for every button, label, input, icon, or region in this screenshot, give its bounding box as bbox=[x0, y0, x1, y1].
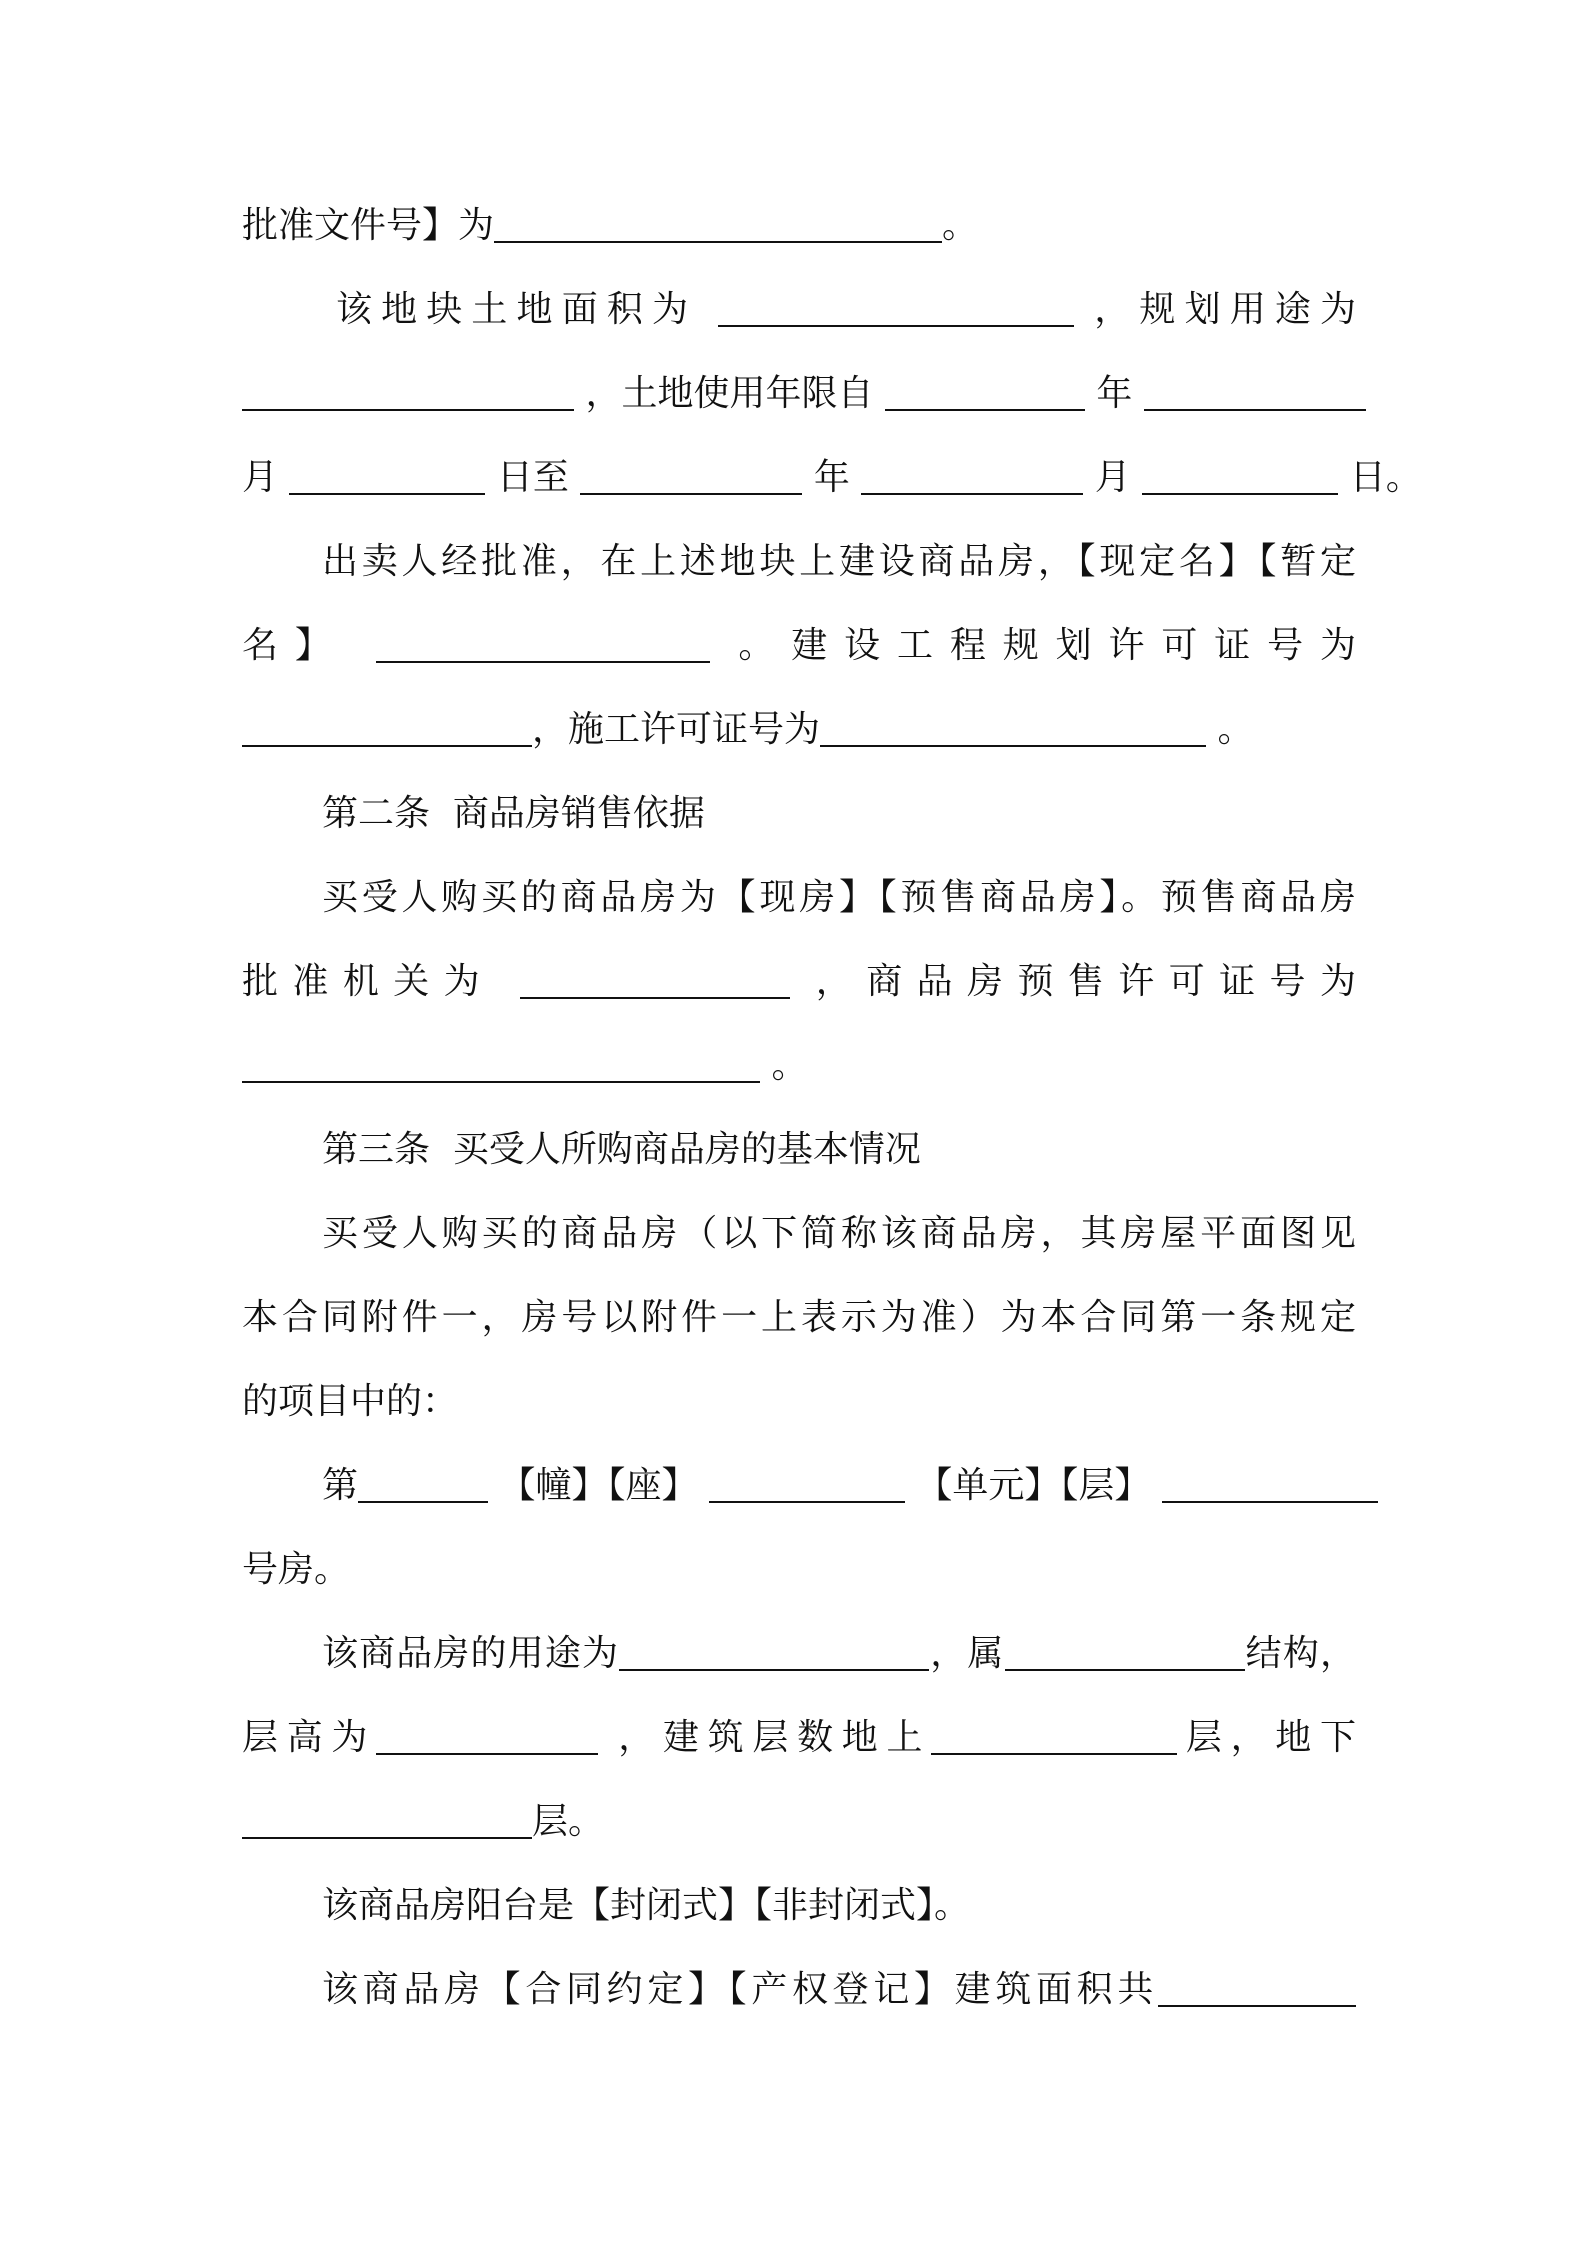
text-segment: 年 bbox=[813, 457, 850, 498]
text-segment: 层高为 bbox=[242, 1717, 377, 1758]
line-approval-doc-number bbox=[242, 196, 1356, 256]
text-segment: 号房。 bbox=[242, 1549, 351, 1590]
text-segment: ，建筑层数地上 bbox=[618, 1717, 932, 1758]
text-segment: 名】 bbox=[242, 625, 348, 666]
text-segment: 结构， bbox=[1244, 1633, 1356, 1674]
fill-blank-end-day[interactable] bbox=[1142, 451, 1338, 495]
text-segment: 日至 bbox=[496, 457, 569, 498]
text-segment: 第 bbox=[322, 1465, 359, 1506]
text-segment: 该商品房的用途为 bbox=[322, 1633, 620, 1674]
text-segment: 【幢】【座】 bbox=[499, 1465, 698, 1506]
text-segment: 月 bbox=[1094, 457, 1131, 498]
fill-blank-construction-permit[interactable] bbox=[820, 703, 1206, 747]
text-segment: ，属 bbox=[929, 1633, 1005, 1674]
text-segment: 日。 bbox=[1349, 457, 1422, 498]
fill-blank-land-area[interactable] bbox=[718, 283, 1074, 327]
text-segment: 批准机关为 bbox=[242, 961, 495, 1002]
text-segment: 的项目中的： bbox=[242, 1381, 459, 1422]
line-unit-location bbox=[322, 1456, 1356, 1516]
fill-blank-start-month[interactable] bbox=[1144, 367, 1366, 411]
text-segment: 买受人购买的商品房（以下简称该商品房，其房屋平面图见 bbox=[322, 1213, 1356, 1254]
line-land-use-dates bbox=[242, 448, 1422, 508]
line-property-description-2 bbox=[242, 1288, 1356, 1348]
text-segment: 本合同附件一，房号以附件一上表示为准）为本合同第一条规定 bbox=[242, 1297, 1356, 1338]
line-land-area bbox=[336, 280, 1356, 340]
fill-blank-presale-permit[interactable] bbox=[242, 1039, 760, 1083]
fill-blank-project-name[interactable] bbox=[376, 619, 710, 663]
text-segment: 层，地下 bbox=[1177, 1717, 1356, 1758]
article-2-heading bbox=[322, 784, 1356, 844]
text-segment: ，施工许可证号为 bbox=[532, 709, 821, 750]
line-project-name bbox=[242, 616, 1356, 676]
text-segment: 第二条 商品房销售依据 bbox=[322, 793, 705, 834]
fill-blank-planning-permit[interactable] bbox=[242, 703, 532, 747]
fill-blank-building[interactable] bbox=[358, 1459, 488, 1503]
fill-blank-start-day[interactable] bbox=[289, 451, 485, 495]
text-segment: 。 bbox=[760, 1045, 808, 1086]
text-segment: 【单元】【层】 bbox=[916, 1465, 1151, 1506]
fill-blank-end-year[interactable] bbox=[580, 451, 802, 495]
fill-blank-floor-height[interactable] bbox=[376, 1711, 598, 1755]
text-segment: ，商品房预售许可证号为 bbox=[815, 961, 1356, 1002]
line-permit-numbers bbox=[242, 700, 1356, 760]
text-segment: 出卖人经批准，在上述地块上建设商品房，【现定名】【暂定 bbox=[322, 541, 1356, 582]
line-property-description-1 bbox=[322, 1204, 1356, 1264]
line-land-use-term bbox=[242, 364, 1356, 424]
text-segment: 月 bbox=[242, 457, 279, 498]
fill-blank-planned-use[interactable] bbox=[242, 367, 574, 411]
line-presale-authority bbox=[242, 952, 1356, 1012]
line-floors-below bbox=[242, 1792, 1356, 1852]
line-seller-approval bbox=[322, 532, 1356, 592]
fill-blank-floor[interactable] bbox=[1162, 1459, 1378, 1503]
text-segment: 。 bbox=[942, 205, 979, 246]
line-height-floors bbox=[242, 1708, 1356, 1768]
fill-blank-end-month[interactable] bbox=[861, 451, 1083, 495]
text-segment: 。 bbox=[1206, 709, 1254, 750]
line-usage-structure bbox=[322, 1624, 1356, 1684]
line-building-area bbox=[322, 1960, 1356, 2020]
fill-blank-start-year[interactable] bbox=[885, 367, 1085, 411]
text-segment: 年 bbox=[1096, 373, 1133, 414]
line-room-number bbox=[242, 1540, 1356, 1600]
fill-blank-unit[interactable] bbox=[709, 1459, 905, 1503]
text-segment: 买受人购买的商品房为【现房】【预售商品房】。预售商品房 bbox=[322, 877, 1356, 918]
fill-blank-floors-above[interactable] bbox=[931, 1711, 1177, 1755]
text-segment: 该商品房阳台是【封闭式】【非封闭式】。 bbox=[322, 1885, 971, 1926]
text-segment: 层。 bbox=[532, 1801, 605, 1842]
text-segment: 该地块土地面积为 bbox=[336, 289, 698, 330]
fill-blank-approval-number[interactable] bbox=[494, 199, 942, 243]
text-segment: 批准文件号】为 bbox=[242, 205, 495, 246]
article-3-heading bbox=[322, 1120, 1356, 1180]
text-segment: 该商品房【合同约定】【产权登记】建筑面积共 bbox=[322, 1969, 1158, 2010]
fill-blank-structure[interactable] bbox=[1005, 1627, 1245, 1671]
fill-blank-usage[interactable] bbox=[619, 1627, 929, 1671]
line-balcony-type bbox=[322, 1876, 1356, 1936]
text-segment: 。建设工程规划许可证号为 bbox=[738, 625, 1356, 666]
line-property-description-3 bbox=[242, 1372, 1356, 1432]
text-segment: ，土地使用年限自 bbox=[585, 373, 874, 414]
fill-blank-approval-authority[interactable] bbox=[520, 955, 790, 999]
text-segment: 第三条 买受人所购商品房的基本情况 bbox=[322, 1129, 921, 1170]
line-sale-basis bbox=[322, 868, 1356, 928]
fill-blank-building-area[interactable] bbox=[1158, 1963, 1356, 2007]
line-presale-permit bbox=[242, 1036, 1356, 1096]
text-segment: ，规划用途为 bbox=[1094, 289, 1356, 330]
fill-blank-floors-below[interactable] bbox=[242, 1795, 532, 1839]
